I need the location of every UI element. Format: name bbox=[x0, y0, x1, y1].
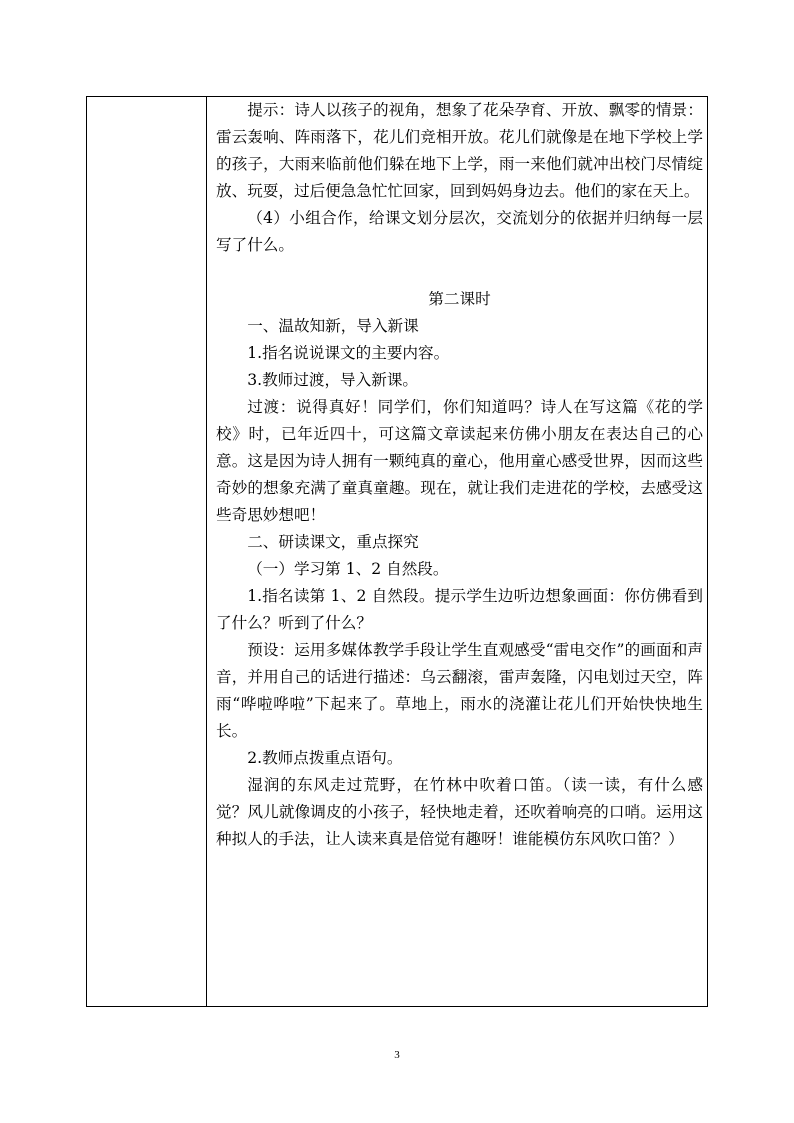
section-heading-one: 一、温故知新，导入新课 bbox=[247, 317, 419, 335]
sub-heading: （一）学习第 1、2 自然段。 bbox=[247, 560, 449, 578]
group-task-paragraph: （4）小组合作，给课文划分层次，交流划分的依据并归纳每一层写了什么。 bbox=[216, 209, 703, 254]
list-item: 1.指名读第 1、2 自然段。提示学生边听边想象画面：你仿佛看到了什么？听到了什么？ bbox=[216, 587, 703, 632]
content-cell bbox=[207, 97, 707, 1006]
preset-paragraph: 预设：运用多媒体教学手段让学生直观感受“雷电交作”的画面和声音，并用自己的话进行描述：乌云翻滚，雷声轰隆，闪电划过天空，阵雨“哗啦哗啦”下起来了。草地上，雨水的浇灌让花儿们开始快快地生长。 bbox=[216, 641, 703, 740]
list-item: 1.指名说说课文的主要内容。 bbox=[247, 344, 450, 362]
wind-paragraph: 湿润的东风走过荒野，在竹林中吹着口笛。（读一读，有什么感觉？风儿就像调皮的小孩子，轻快地走着，还吹着响亮的口哨。运用这种拟人的手法，让人读来真是倍觉有趣呀！谁能模仿东风吹口笛？） bbox=[216, 776, 703, 848]
spacer bbox=[216, 259, 703, 286]
page-number: 3 bbox=[394, 1049, 400, 1061]
left-column-cell bbox=[87, 97, 207, 1006]
tip-paragraph: 提示：诗人以孩子的视角，想象了花朵孕育、开放、飘零的情景：雷云轰响、阵雨落下，花儿们竞相开放。花儿们就像是在地下学校上学的孩子，大雨来临前他们躲在地下上学，雨一来他们就冲出校门尽情绽放、玩耍，过后便急急忙忙回家，回到妈妈身边去。他们的家在天上。 bbox=[216, 101, 703, 200]
lesson-title: 第二课时 bbox=[428, 290, 491, 308]
list-item: 2.教师点拨重点语句。 bbox=[247, 749, 403, 767]
section-heading-two: 二、研读课文，重点探究 bbox=[247, 533, 419, 551]
lesson-table bbox=[86, 96, 708, 1007]
list-item: 3.教师过渡，导入新课。 bbox=[247, 371, 419, 389]
transition-paragraph: 过渡：说得真好！同学们，你们知道吗？诗人在写这篇《花的学校》时，已年近四十，可这篇文章读起来仿佛小朋友在表达自己的心意。这是因为诗人拥有一颗纯真的童心，他用童心感受世界，因而这些奇妙的想象充满了童真童趣。现在，就让我们走进花的学校，去感受这些奇思妙想吧！ bbox=[216, 398, 703, 524]
